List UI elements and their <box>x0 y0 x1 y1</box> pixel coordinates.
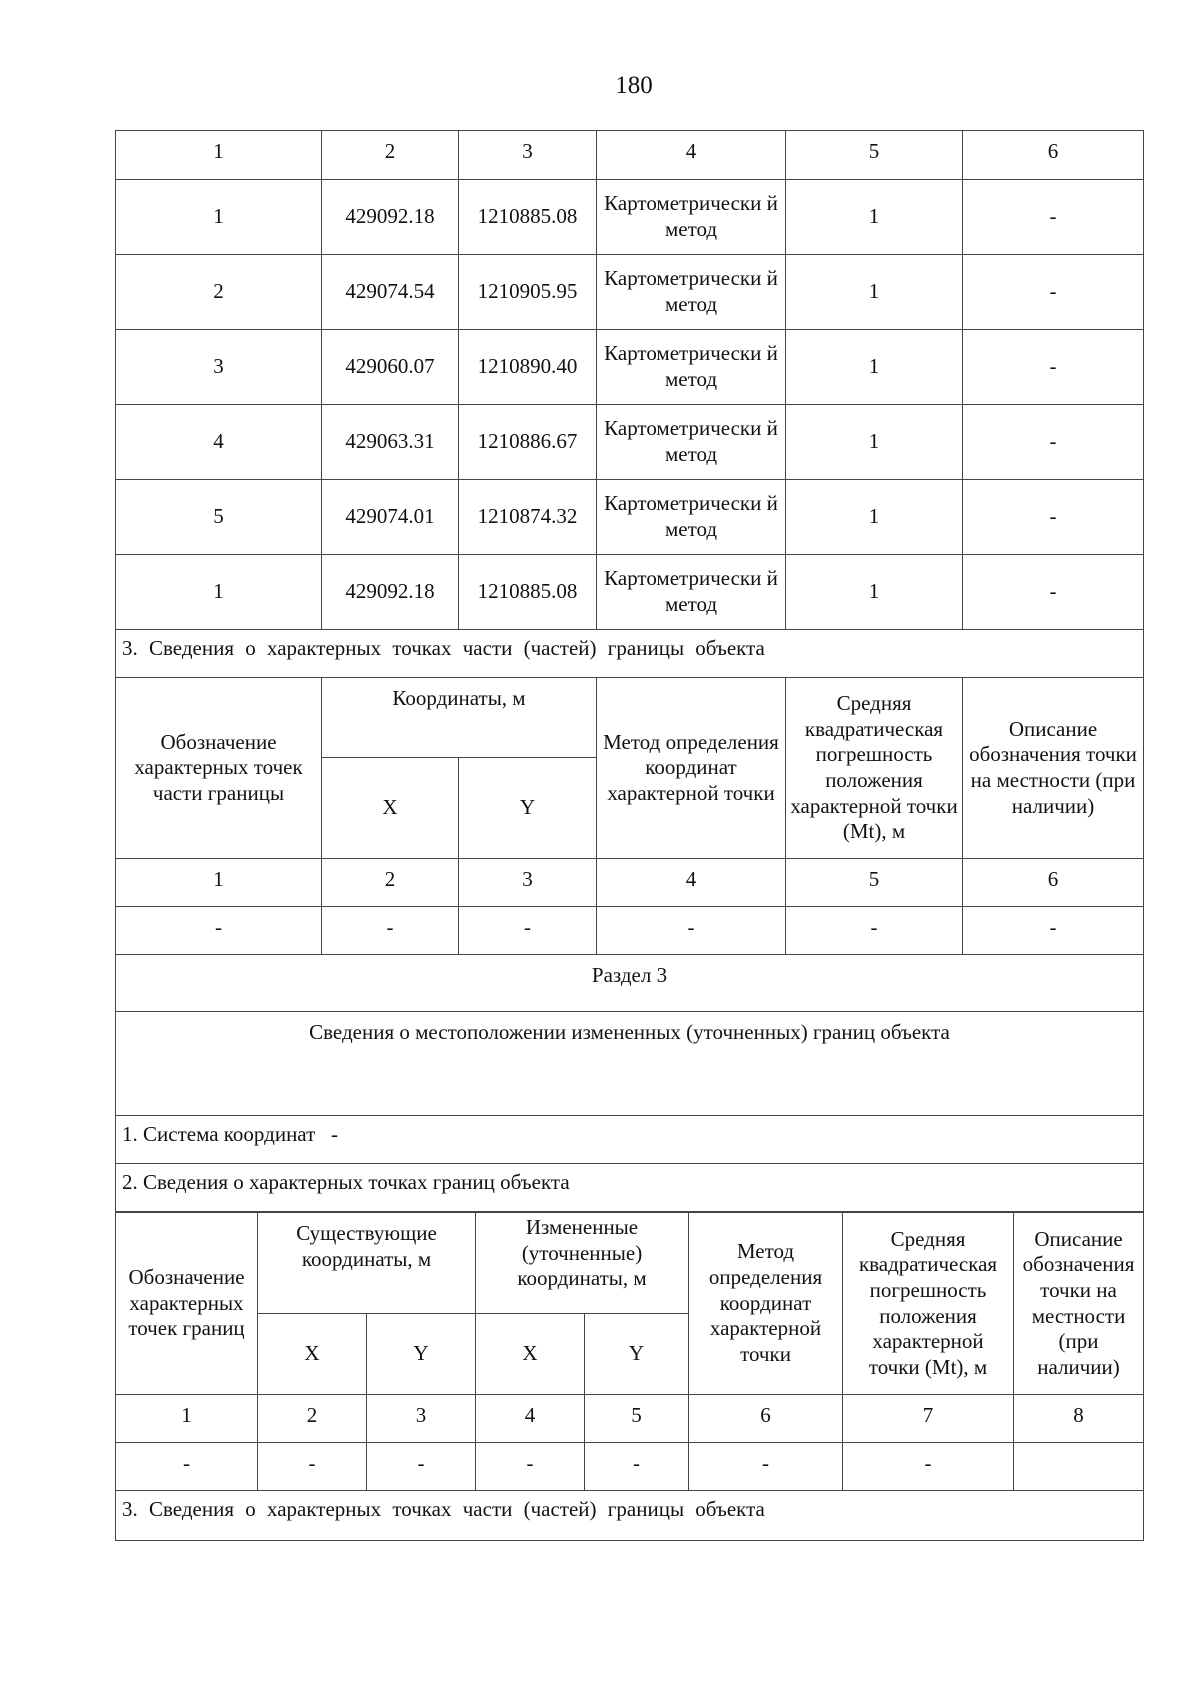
accuracy: 1 <box>786 255 963 330</box>
section-row <box>116 1012 1144 1116</box>
section-row <box>116 1116 1144 1164</box>
section-title: 3. Сведения о характерных точках части (частей) границы объекта <box>116 630 1144 678</box>
header-designation: Обозначение характерных точек границ <box>116 1213 258 1395</box>
coord-y: 1210890.40 <box>459 330 597 405</box>
header-description: Описание обозначения точки на местности (при наличии) <box>963 678 1144 859</box>
table-row <box>116 480 1144 555</box>
header-designation: Обозначение характерных точек части границы <box>116 678 322 859</box>
col-number: 1 <box>116 131 322 180</box>
point-number: 5 <box>116 480 322 555</box>
coord-y: 1210885.08 <box>459 180 597 255</box>
method: Картометрически й метод <box>597 330 786 405</box>
header-x: X <box>258 1314 367 1395</box>
header-row <box>116 1213 1144 1314</box>
header-y: Y <box>459 758 597 859</box>
dash-cell: - <box>963 907 1144 955</box>
description: - <box>963 330 1144 405</box>
table-row <box>116 180 1144 255</box>
column-number-row <box>116 859 1144 907</box>
point-number: 1 <box>116 555 322 630</box>
section-row <box>116 630 1144 678</box>
header-y: Y <box>367 1314 476 1395</box>
table-row <box>116 405 1144 480</box>
section-subtitle: Сведения о местоположении измененных (уточненных) границ объекта <box>116 1012 1144 1116</box>
points-table <box>115 130 1144 1212</box>
accuracy: 1 <box>786 480 963 555</box>
col-number: 2 <box>322 859 459 907</box>
col-number: 3 <box>459 859 597 907</box>
table-row <box>116 1443 1144 1491</box>
col-number: 6 <box>963 859 1144 907</box>
point-number: 1 <box>116 180 322 255</box>
section-row <box>116 1491 1144 1541</box>
coord-x: 429060.07 <box>322 330 459 405</box>
header-x: X <box>322 758 459 859</box>
method: Картометрически й метод <box>597 480 786 555</box>
description: - <box>963 405 1144 480</box>
section-row <box>116 955 1144 1012</box>
col-number: 1 <box>116 1395 258 1443</box>
header-x: X <box>476 1314 585 1395</box>
points-title: 2. Сведения о характерных точках границ объекта <box>116 1164 1144 1212</box>
coord-x: 429092.18 <box>322 555 459 630</box>
description: - <box>963 180 1144 255</box>
column-number-row <box>116 1395 1144 1443</box>
header-existing: Существующие координаты, м <box>258 1213 476 1314</box>
header-coordinates: Координаты, м <box>322 678 597 758</box>
header-method: Метод определения координат характерной точки <box>597 678 786 859</box>
col-number: 7 <box>843 1395 1014 1443</box>
coord-x: 429074.01 <box>322 480 459 555</box>
dash-cell: - <box>322 907 459 955</box>
coord-y: 1210874.32 <box>459 480 597 555</box>
method: Картометрически й метод <box>597 405 786 480</box>
point-number: 3 <box>116 330 322 405</box>
accuracy: 1 <box>786 405 963 480</box>
method: Картометрически й метод <box>597 180 786 255</box>
header-row <box>116 678 1144 758</box>
description: - <box>963 480 1144 555</box>
col-number: 6 <box>963 131 1144 180</box>
description: - <box>963 255 1144 330</box>
dash-cell: - <box>689 1443 843 1491</box>
coord-y: 1210886.67 <box>459 405 597 480</box>
header-accuracy: Средняя квадратическая погрешность положения характерной точки (Mt), м <box>786 678 963 859</box>
accuracy: 1 <box>786 555 963 630</box>
section-title: 3. Сведения о характерных точках части (частей) границы объекта <box>116 1491 1144 1541</box>
col-number: 3 <box>367 1395 476 1443</box>
dash-cell: - <box>116 907 322 955</box>
dash-cell: - <box>367 1443 476 1491</box>
dash-cell: - <box>476 1443 585 1491</box>
col-number: 3 <box>459 131 597 180</box>
header-method: Метод определения координат характерной точки <box>689 1213 843 1395</box>
header-changed: Измененные (уточненные) координаты, м <box>476 1213 689 1314</box>
changed-points-table <box>115 1212 1144 1541</box>
section-heading: Раздел 3 <box>116 955 1144 1012</box>
column-number-row <box>116 131 1144 180</box>
dash-cell: - <box>597 907 786 955</box>
dash-cell: - <box>786 907 963 955</box>
section-row <box>116 1164 1144 1212</box>
col-number: 4 <box>597 859 786 907</box>
accuracy: 1 <box>786 330 963 405</box>
header-description: Описание обозначения точки на местности (при наличии) <box>1014 1213 1144 1395</box>
method: Картометрически й метод <box>597 555 786 630</box>
point-number: 4 <box>116 405 322 480</box>
coord-y: 1210905.95 <box>459 255 597 330</box>
col-number: 5 <box>786 859 963 907</box>
col-number: 6 <box>689 1395 843 1443</box>
coord-x: 429063.31 <box>322 405 459 480</box>
coord-x: 429092.18 <box>322 180 459 255</box>
dash-cell: - <box>116 1443 258 1491</box>
description: - <box>963 555 1144 630</box>
table-row <box>116 255 1144 330</box>
col-number: 4 <box>476 1395 585 1443</box>
col-number: 4 <box>597 131 786 180</box>
table-row <box>116 330 1144 405</box>
accuracy: 1 <box>786 180 963 255</box>
dash-cell <box>1014 1443 1144 1491</box>
point-number: 2 <box>116 255 322 330</box>
coord-system: 1. Система координат - <box>116 1116 1144 1164</box>
dash-cell: - <box>843 1443 1014 1491</box>
col-number: 5 <box>786 131 963 180</box>
col-number: 8 <box>1014 1395 1144 1443</box>
col-number: 5 <box>585 1395 689 1443</box>
table-row <box>116 555 1144 630</box>
col-number: 1 <box>116 859 322 907</box>
dash-cell: - <box>585 1443 689 1491</box>
header-accuracy: Средняя квадратическая погрешность положения характерной точки (Mt), м <box>843 1213 1014 1395</box>
col-number: 2 <box>258 1395 367 1443</box>
header-y: Y <box>585 1314 689 1395</box>
page-number: 180 <box>615 72 653 99</box>
coord-x: 429074.54 <box>322 255 459 330</box>
table-row <box>116 907 1144 955</box>
dash-cell: - <box>258 1443 367 1491</box>
dash-cell: - <box>459 907 597 955</box>
method: Картометрически й метод <box>597 255 786 330</box>
coord-y: 1210885.08 <box>459 555 597 630</box>
col-number: 2 <box>322 131 459 180</box>
